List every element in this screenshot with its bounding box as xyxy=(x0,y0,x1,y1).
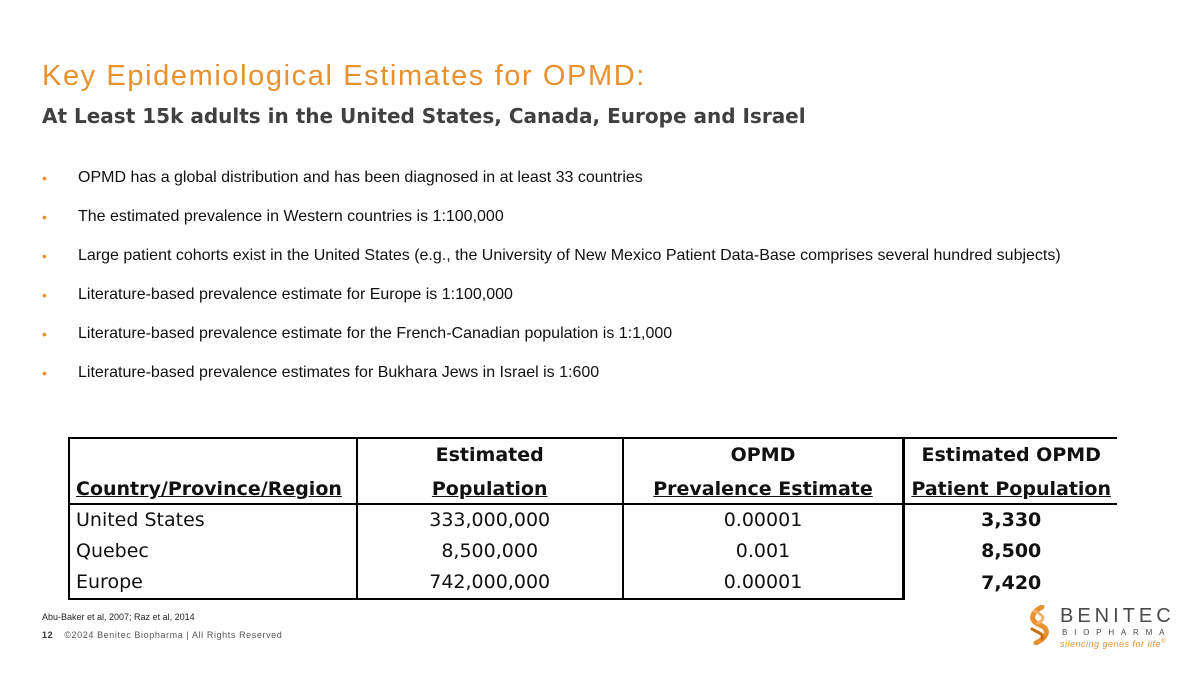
bullet-text: Literature-based prevalence estimates for Bukhara Jews in Israel is 1:600 xyxy=(78,364,600,381)
header-population-line1: Estimated xyxy=(357,438,623,471)
header-patient-population: Patient Population xyxy=(904,471,1117,504)
cell-population: 333,000,000 xyxy=(357,504,623,536)
page-number: 12 xyxy=(42,630,54,640)
header-prevalence: Prevalence Estimate xyxy=(623,471,904,504)
header-country-line1 xyxy=(69,438,357,471)
bullet-dot-icon: • xyxy=(42,365,47,381)
cell-region: Europe xyxy=(69,567,357,599)
logo-tagline xyxy=(1060,639,1166,649)
bullet-item xyxy=(42,166,1192,205)
cell-region: United States xyxy=(69,504,357,536)
bullet-text: The estimated prevalence in Western countries is 1:100,000 xyxy=(78,208,504,225)
cell-prevalence: 0.00001 xyxy=(623,504,904,536)
prevalence-table-container xyxy=(68,437,1117,600)
cell-patient-population: 3,330 xyxy=(981,509,1042,531)
bullet-dot-icon: • xyxy=(42,170,47,186)
table-row xyxy=(69,567,1117,599)
logo-tagline-mark: ® xyxy=(1161,639,1166,645)
bullet-dot-icon: • xyxy=(42,209,47,225)
bullet-dot-icon: • xyxy=(42,287,47,303)
bullet-text: Literature-based prevalence estimate for the French-Canadian population is 1:1,000 xyxy=(78,325,673,342)
slide-title: Key Epidemiological Estimates for OPMD: xyxy=(42,60,646,92)
bullet-item xyxy=(42,361,1192,400)
header-population: Population xyxy=(357,471,623,504)
bullet-item xyxy=(42,205,1192,244)
bullet-dot-icon: • xyxy=(42,248,47,264)
cell-population: 8,500,000 xyxy=(357,536,623,567)
cell-region: Quebec xyxy=(69,536,357,567)
table-row xyxy=(69,504,1117,536)
cell-prevalence: 0.001 xyxy=(623,536,904,567)
bullet-dot-icon: • xyxy=(42,326,47,342)
logo-name: BENITEC xyxy=(1060,605,1175,627)
benitec-helix-icon xyxy=(1024,605,1054,645)
cell-patient-population: 8,500 xyxy=(981,540,1042,562)
prevalence-table xyxy=(68,437,1117,600)
table-row xyxy=(69,536,1117,567)
copyright: ©2024 Benitec Biopharma | All Rights Reserved xyxy=(64,630,283,640)
bullet-text: Literature-based prevalence estimate for Europe is 1:100,000 xyxy=(78,286,513,303)
references: Abu-Baker et al, 2007; Raz et al, 2014 xyxy=(42,612,195,622)
header-prevalence-line1: OPMD xyxy=(623,438,904,471)
slide-subtitle: At Least 15k adults in the United States, Canada, Europe and Israel xyxy=(42,104,806,128)
table-header-row xyxy=(69,471,1117,504)
cell-prevalence: 0.00001 xyxy=(623,567,904,599)
bullet-list xyxy=(42,166,1192,400)
bullet-item xyxy=(42,322,1192,361)
header-patient-population-line1: Estimated OPMD xyxy=(904,438,1117,471)
footer xyxy=(42,630,282,640)
bullet-item xyxy=(42,244,1192,283)
logo-sub: BIOPHARMA xyxy=(1062,628,1172,637)
bullet-text: OPMD has a global distribution and has been diagnosed in at least 33 countries xyxy=(78,169,643,186)
benitec-logo xyxy=(1024,603,1174,653)
logo-tagline-text: silencing genes for life xyxy=(1060,639,1162,649)
cell-patient-population: 7,420 xyxy=(981,571,1042,594)
table-header-row xyxy=(69,438,1117,471)
header-country: Country/Province/Region xyxy=(69,471,357,504)
bullet-item xyxy=(42,283,1192,322)
bullet-text: Large patient cohorts exist in the United States (e.g., the University of New Mexico Patient Data-Base comprises several hundred subjects) xyxy=(78,247,1061,264)
cell-population: 742,000,000 xyxy=(357,567,623,599)
